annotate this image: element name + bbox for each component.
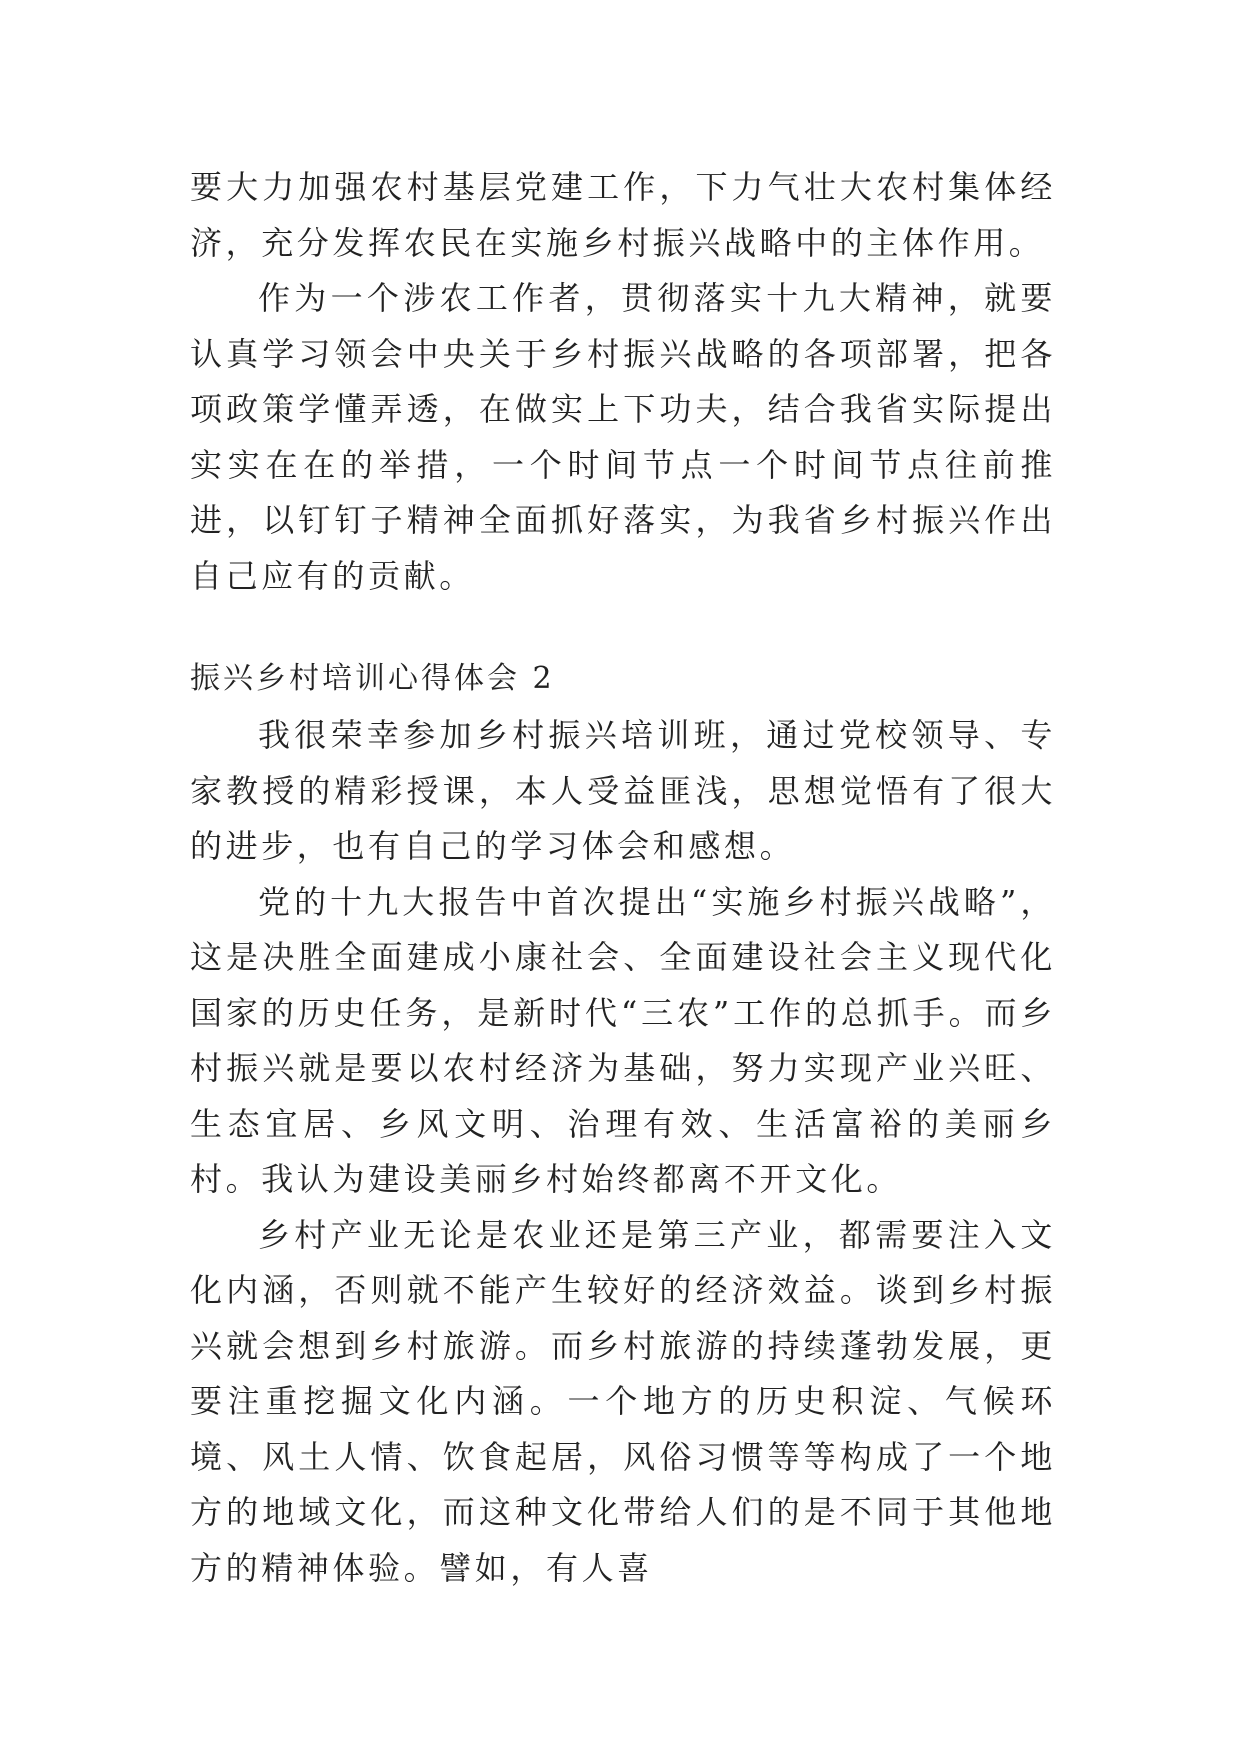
section-title: 振兴乡村培训心得体会 2 xyxy=(190,661,555,696)
paragraph: 乡村产业无论是农业还是第三产业，都需要注入文化内涵，否则就不能产生较好的经济效益。谈到乡村振兴就会想到乡村旅游。而乡村旅游的持续蓬勃发展，更要注重挖掘文化内涵。一个地方的历史积淀、气候环境、风土人情、饮食起居，风俗习惯等等构成了一个地方的地域文化，而这种文化带给人们的是不同于其他地方的精神体验。譬如，有人喜 xyxy=(190,1215,1056,1587)
paragraph-continuation: 要大力加强农村基层党建工作，下力气壮大农村集体经济，充分发挥农民在实施乡村振兴战略中的主体作用。 xyxy=(190,168,1056,262)
paragraph: 党的十九大报告中首次提出“实施乡村振兴战略”，这是决胜全面建成小康社会、全面建设社会主义现代化国家的历史任务，是新时代“三农”工作的总抓手。而乡村振兴就是要以农村经济为基础，努力实现产业兴旺、生态宜居、乡风文明、治理有效、生活富裕的美丽乡村。我认为建设美丽乡村始终都离不开文化。 xyxy=(190,882,1056,1198)
paragraph: 我很荣幸参加乡村振兴培训班，通过党校领导、专家教授的精彩授课，本人受益匪浅，思想觉悟有了很大的进步，也有自己的学习体会和感想。 xyxy=(190,716,1056,865)
paragraph: 作为一个涉农工作者，贯彻落实十九大精神，就要认真学习领会中央关于乡村振兴战略的各项部署，把各项政策学懂弄透，在做实上下功夫，结合我省实际提出实实在在的举措，一个时间节点一个时间节点往前推进，以钉钉子精神全面抓好落实，为我省乡村振兴作出自己应有的贡献。 xyxy=(190,279,1056,595)
document-body xyxy=(190,160,1056,1596)
